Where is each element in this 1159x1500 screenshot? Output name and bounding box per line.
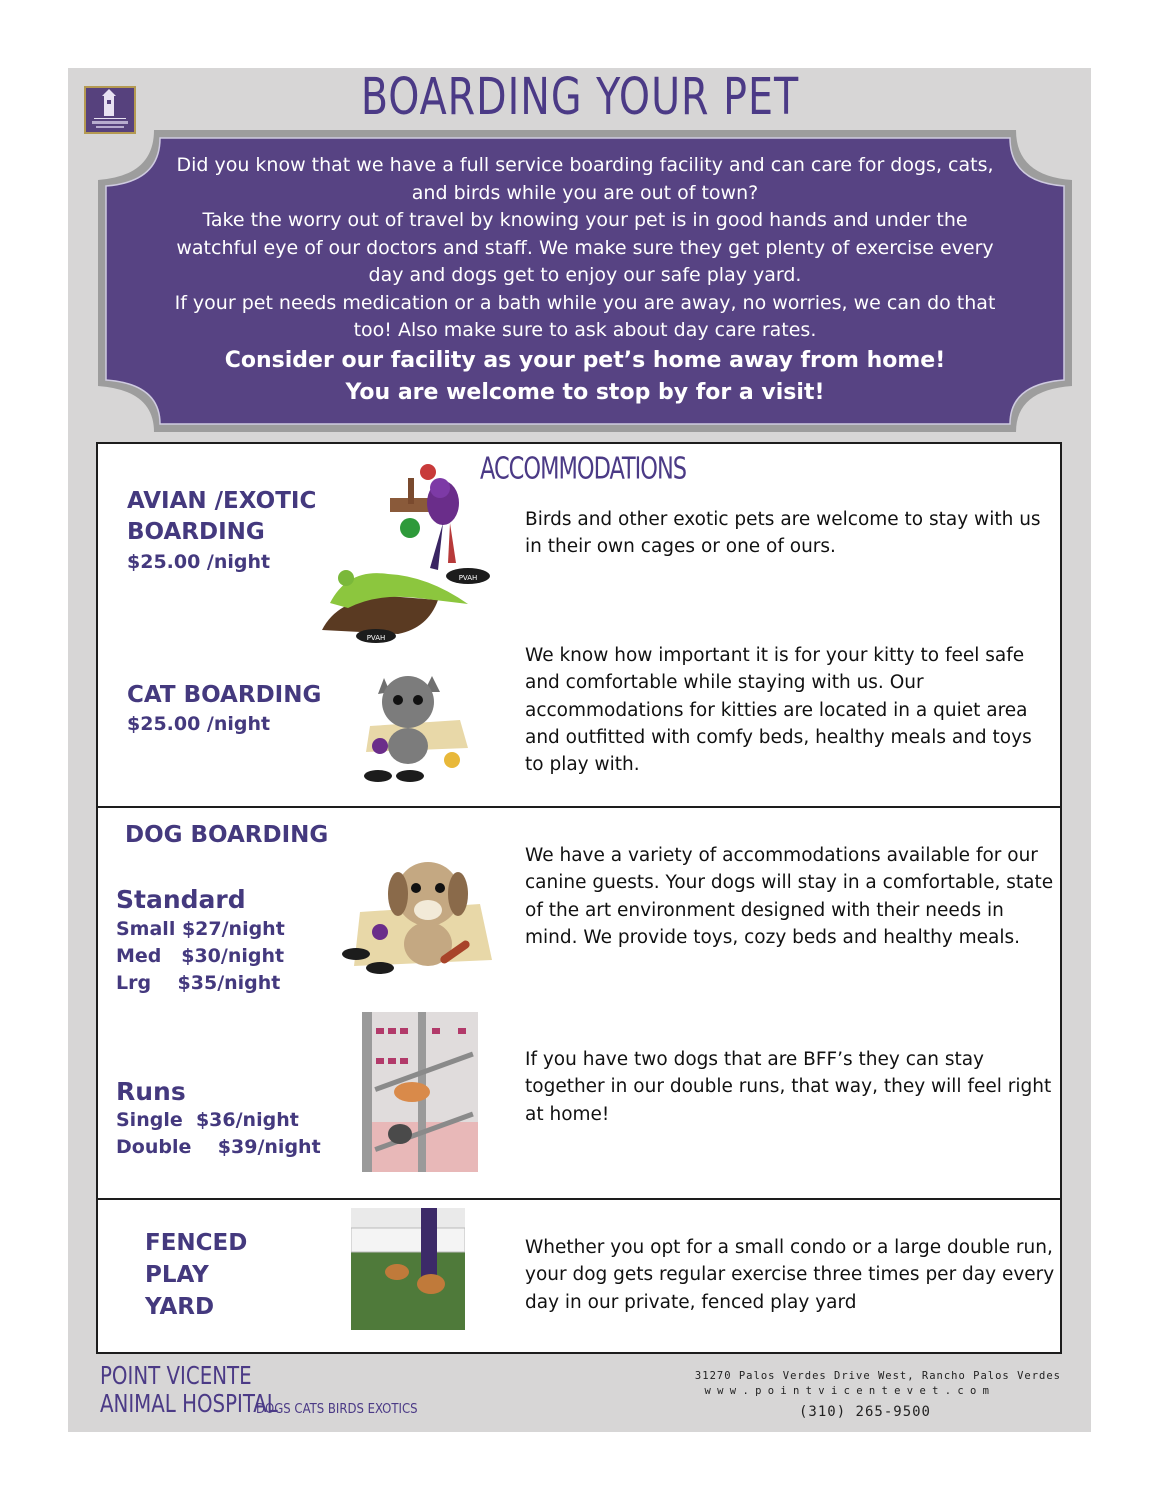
runs-heading: Runs bbox=[116, 1077, 186, 1106]
intro-paragraph-3: If your pet needs medication or a bath while you are away, no worries, we can do that too! Also make sure to ask about day care rates. bbox=[174, 291, 996, 341]
bowl-label: PVAH bbox=[366, 634, 386, 642]
runs-single-price: Single $36/night bbox=[116, 1109, 299, 1131]
standard-small-price: Small $27/night bbox=[116, 918, 285, 940]
standard-med-price: Med $30/night bbox=[116, 945, 285, 967]
yard-heading-line-2: PLAY bbox=[145, 1262, 209, 1288]
bowl-label: PVAH bbox=[458, 574, 478, 582]
hospital-logo bbox=[84, 86, 136, 134]
avian-heading-line-2: BOARDING bbox=[127, 519, 265, 545]
intro-paragraph-1: Did you know that we have a full service boarding facility and can care for dogs, cats, and birds while you are out of town? bbox=[176, 154, 994, 204]
runs-description: If you have two dogs that are BFF’s they can stay together in our double runs, that way, they will feel right at home! bbox=[525, 1049, 1052, 1125]
accommodations-title: ACCOMMODATIONS bbox=[480, 451, 687, 486]
page-title: BOARDING YOUR PET bbox=[360, 68, 800, 127]
standard-description: We have a variety of accommodations available for our canine guests. Your dogs will stay in a comfortable, state of the art environment designed with their needs in mind. We provide toys, cozy beds and healthy meals. bbox=[525, 845, 1054, 948]
avian-heading-line-1: AVIAN /EXOTIC bbox=[127, 488, 317, 514]
intro-text bbox=[170, 152, 1000, 409]
footer-address: 31270 Palos Verdes Drive West, Rancho Palos Verdes bbox=[694, 1370, 1061, 1382]
cat-price: $25.00 /night bbox=[127, 713, 271, 735]
cat-illustration bbox=[360, 668, 470, 792]
dog-boarding-heading: DOG BOARDING bbox=[125, 822, 329, 848]
footer-hospital-name-line-2: ANIMAL HOSPITAL bbox=[100, 1390, 278, 1419]
footer-tagline: DOGS CATS BIRDS EXOTICS bbox=[256, 1402, 418, 1417]
yard-description: Whether you opt for a small condo or a large double run, your dog gets regular exercise three times per day every day in our private, fenced play yard bbox=[525, 1237, 1055, 1313]
yard-heading-line-3: YARD bbox=[145, 1294, 215, 1320]
avian-description: Birds and other exotic pets are welcome to stay with us in their own cages or one of ours. bbox=[525, 509, 1041, 558]
cat-description: We know how important it is for your kitty to feel safe and comfortable while staying with us. Our accommodations for kitties are located in a quiet area and outfitted with comfy beds, healthy meals and toys to play with. bbox=[525, 645, 1032, 776]
play-yard-illustration bbox=[351, 1208, 465, 1334]
cat-heading: CAT BOARDING bbox=[127, 682, 322, 708]
avian-price: $25.00 /night bbox=[127, 551, 271, 573]
footer-hospital-name-line-1: POINT VICENTE bbox=[100, 1362, 252, 1391]
footer-website[interactable]: w w w . p o i n t v i c e n t e v e t . c o m bbox=[704, 1385, 989, 1397]
runs-double-price: Double $39/night bbox=[116, 1136, 321, 1158]
yard-heading-line-1: FENCED bbox=[145, 1230, 248, 1256]
standard-heading: Standard bbox=[116, 885, 246, 914]
dog-runs-illustration bbox=[362, 1012, 478, 1176]
bird-iguana-illustration bbox=[318, 458, 498, 652]
intro-paragraph-2: Take the worry out of travel by knowing your pet is in good hands and under the watchful eye of our doctors and staff. We make sure they get plenty of exercise every day and dogs get to enjoy our safe play yard. bbox=[176, 209, 994, 286]
intro-highlight-2: You are welcome to stop by for a visit! bbox=[345, 379, 825, 405]
intro-highlight-1: Consider our facility as your pet’s home away from home! bbox=[224, 347, 946, 373]
standard-lrg-price: Lrg $35/night bbox=[116, 972, 281, 994]
dog-illustration bbox=[340, 850, 500, 984]
footer-phone[interactable]: (310) 265-9500 bbox=[798, 1404, 931, 1420]
